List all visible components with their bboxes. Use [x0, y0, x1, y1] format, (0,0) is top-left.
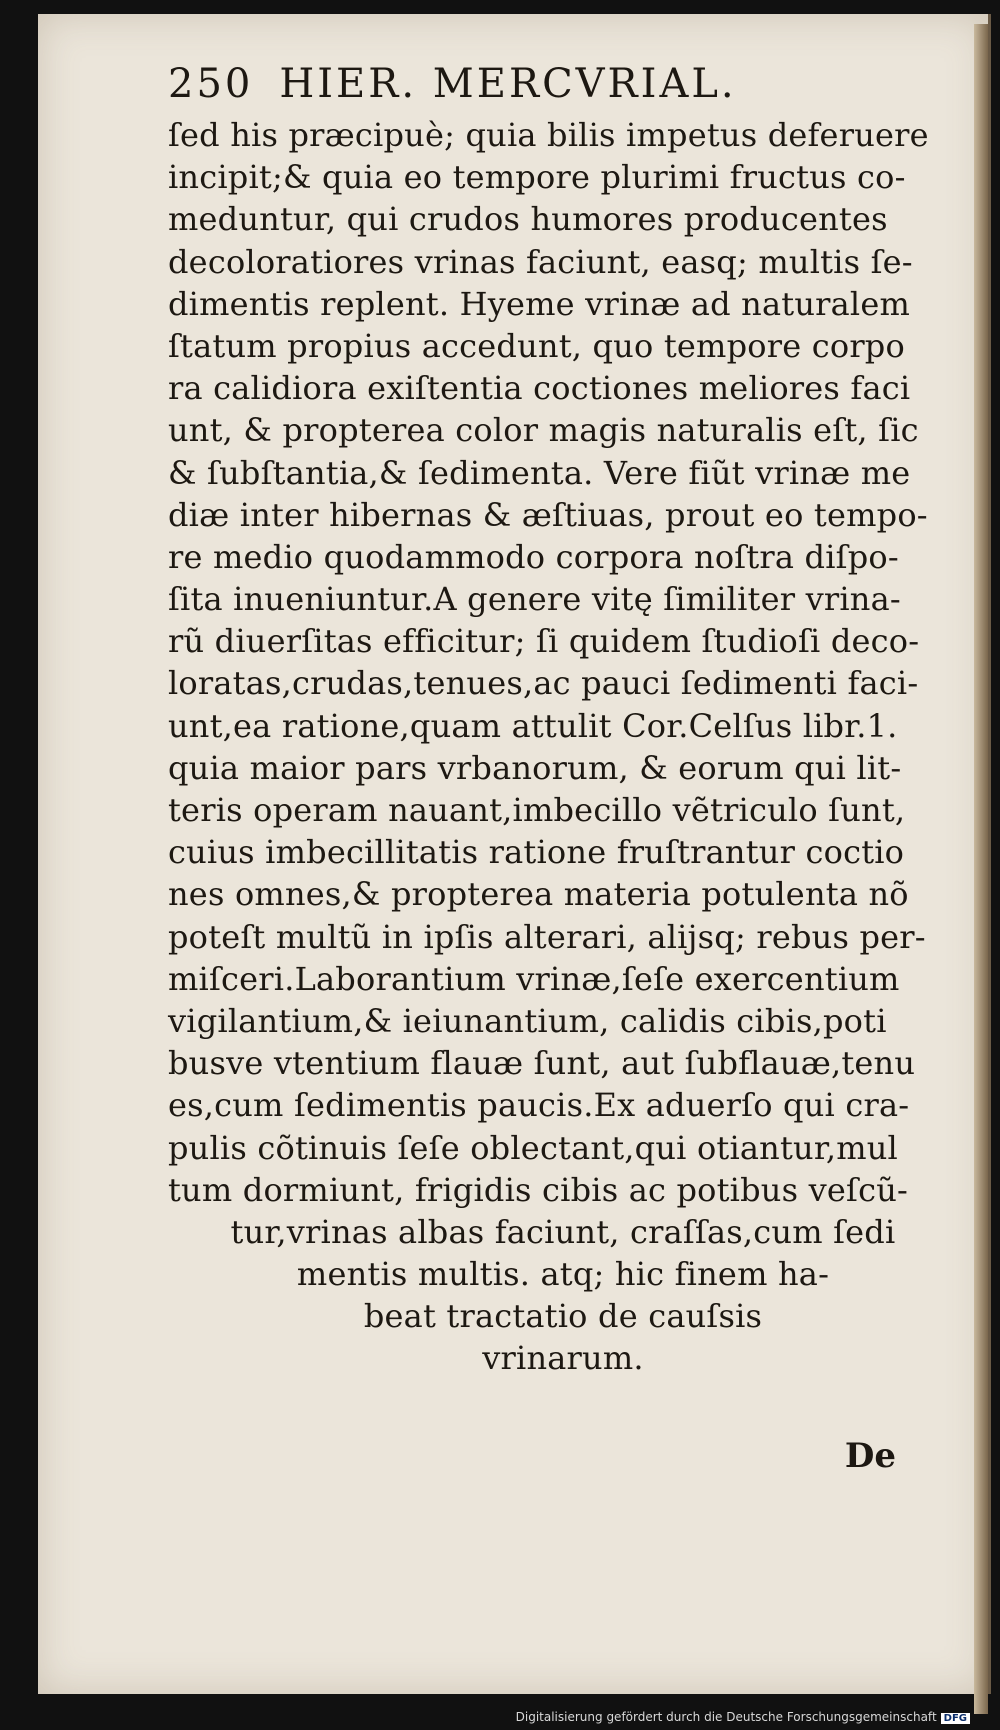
text-block [168, 54, 958, 1380]
text-line: nes omnes,& propterea materia potulenta nõ [168, 875, 909, 914]
text-line: quia maior pars vrbanorum, & eorum qui lit- [168, 748, 902, 787]
text-line: incipit;& quia eo tempore plurimi fructus co- [168, 158, 906, 197]
credit-text: Digitalisierung gefördert durch die Deutsche Forschungsgemeinschaft [515, 1710, 937, 1724]
text-line: vigilantium,& ieiunantium, calidis cibis,poti [168, 1001, 887, 1040]
text-line: re medio quodammodo corpora noſtra diſpo- [168, 537, 899, 576]
text-line: & ſubſtantia,& ſedimenta. Vere fiũt vrinæ me [168, 453, 911, 492]
text-line: es,cum ſedimentis paucis.Ex aduerſo qui cra- [168, 1086, 910, 1125]
closing-line: beat tractatio de cauſsis [363, 1297, 763, 1336]
text-line: meduntur, qui crudos humores producentes [168, 200, 888, 239]
closing-line: vrinarum. [482, 1339, 644, 1378]
text-line: ra calidiora exiſtentia coctiones meliores faci [168, 369, 911, 408]
digitization-credit [516, 1710, 970, 1724]
text-line: busve vtentium flauæ ſunt, aut ſubflauæ,tenu [168, 1044, 916, 1083]
text-line: cuius imbecillitatis ratione fruſtrantur coctio [168, 833, 905, 872]
body-text [168, 114, 958, 1380]
text-line: tum dormiunt, frigidis cibis ac potibus veſcũ- [168, 1170, 909, 1209]
page-edge [974, 24, 988, 1714]
text-line: rũ diuerſitas efficitur; ſi quidem ſtudioſi deco- [168, 622, 920, 661]
book-page [38, 14, 991, 1694]
text-line: ſita inueniuntur.A genere vitę ſimiliter vrina- [168, 580, 901, 619]
text-line: teris operam nauant,imbecillo vẽtriculo ſunt, [168, 791, 906, 829]
dfg-logo: DFG [941, 1713, 970, 1724]
text-line: pulis cõtinuis ſeſe oblectant,qui otiantur,mul [168, 1128, 898, 1167]
text-line: diæ inter hibernas & æſtiuas, prout eo tempo- [168, 495, 928, 534]
text-line: dimentis replent. Hyeme vrinæ ad naturalem [168, 284, 911, 323]
text-line: decoloratiores vrinas faciunt, easq; multis ſe- [168, 242, 913, 281]
text-line: unt,ea ratione,quam attulit Cor.Celſus libr.1. [168, 706, 898, 745]
running-title: HIER. MERCVRIAL. [279, 61, 737, 107]
page-number: 250 [168, 61, 254, 107]
text-line: ſtatum propius accedunt, quo tempore corpo [168, 326, 905, 365]
catchword: De [844, 1436, 896, 1476]
running-head [168, 54, 958, 114]
closing-line: tur,vrinas albas faciunt, craſſas,cum ſedi [230, 1212, 896, 1251]
text-line: unt, & propterea color magis naturalis eſt, ſic [168, 411, 919, 450]
text-line: ſed his præcipuè; quia bilis impetus deferuere [168, 116, 929, 154]
text-line: poteſt multũ in ipſis alterari, alijsq; rebus per- [168, 917, 926, 956]
text-line: miſceri.Laborantium vrinæ,ſeſe exercentium [168, 959, 900, 998]
closing-line: mentis multis. atq; hic finem ha- [296, 1255, 830, 1294]
text-line: loratas,crudas,tenues,ac pauci ſedimenti faci- [168, 664, 919, 703]
